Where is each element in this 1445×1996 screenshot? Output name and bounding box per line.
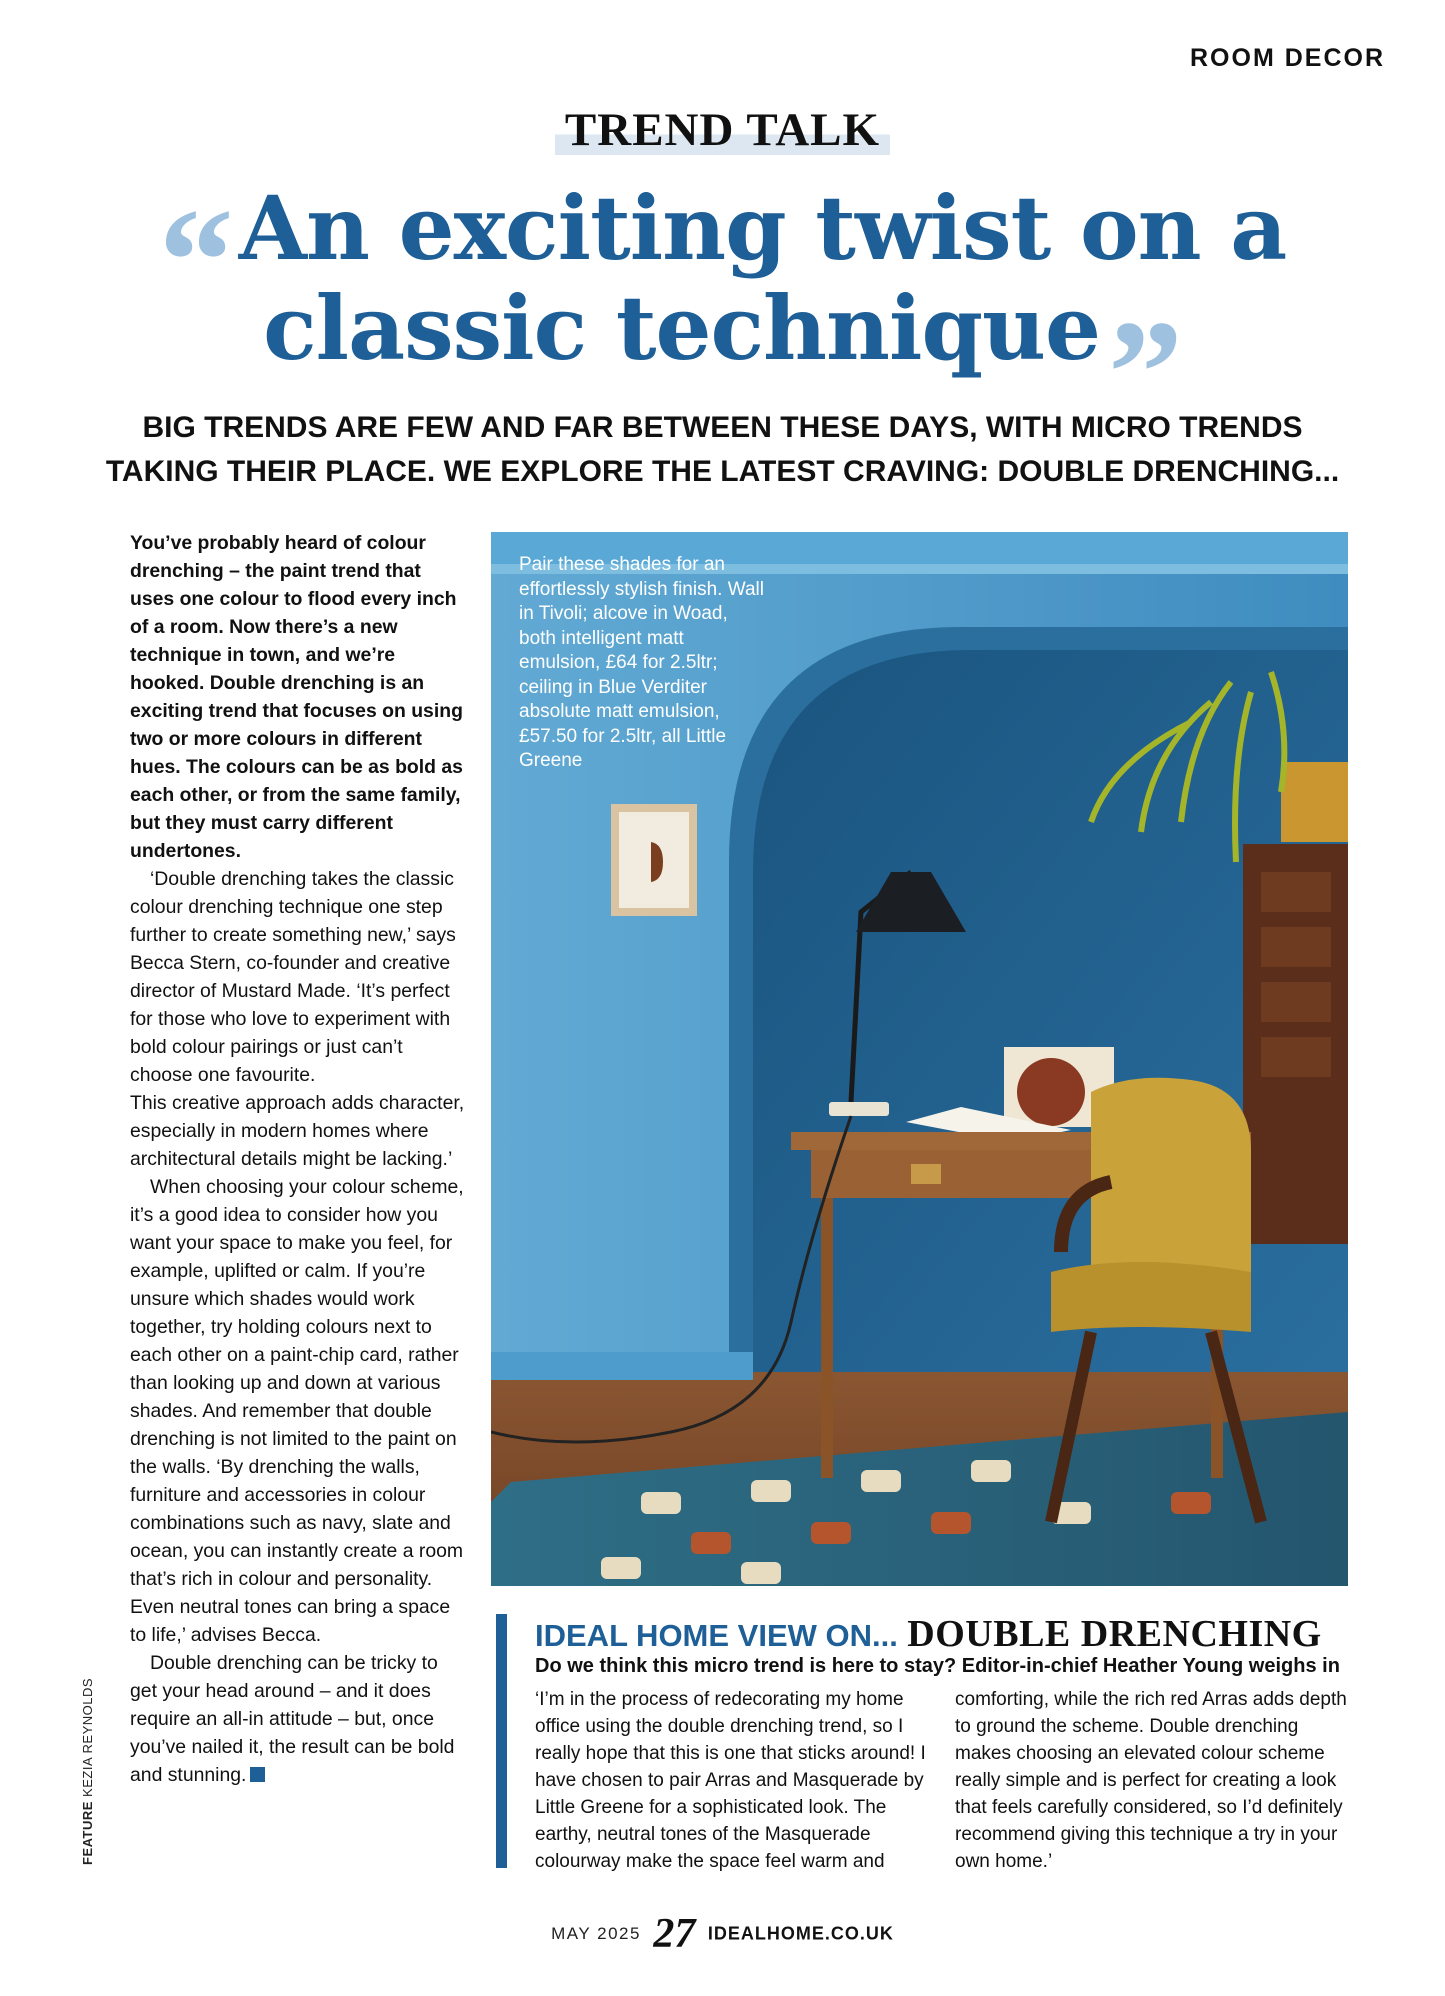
body-paragraph: This creative approach adds character, especially in modern homes where architectural details might be lacking.’: [130, 1092, 465, 1170]
section-label: ROOM DECOR: [1190, 44, 1385, 72]
view-box-accent-bar: [496, 1614, 507, 1868]
standfirst-line-1: BIG TRENDS ARE FEW AND FAR BETWEEN THESE DAYS, WITH MICRO TRENDS: [142, 411, 1303, 444]
credit-label: FEATURE: [80, 1801, 95, 1865]
view-box-heading-topic: DOUBLE DRENCHING: [907, 1613, 1322, 1655]
skirting: [491, 1352, 753, 1380]
photo-caption: Pair these shades for an effortlessly stylish finish. Wall in Tivoli; alcove in Woad, both intelligent matt emulsion, £64 for 2.5ltr; ceiling in Blue Verditer absolute matt emulsion, £57.50 for 2.5ltr, all Little Greene: [519, 554, 764, 771]
page-footer: [0, 1910, 1445, 1958]
standfirst-line-2: TAKING THEIR PLACE. WE EXPLORE THE LATEST CRAVING: DOUBLE DRENCHING...: [105, 455, 1340, 488]
website-link[interactable]: IDEALHOME.CO.UK: [707, 1923, 894, 1944]
standfirst: [80, 406, 1365, 494]
end-mark-icon: [250, 1767, 265, 1782]
desk-plate: [1017, 1058, 1085, 1126]
credit-name: KEZIA REYNOLDS: [80, 1677, 95, 1797]
headline-line-1-text: An exciting twist on a: [238, 176, 1287, 280]
body-lead-paragraph: You’ve probably heard of colour drenching – the paint trend that uses one colour to flood every inch of a room. Now there’s a new technique in town, and we’re hooked. Double drenching is an exciting trend that focuses on using two or more colours in different hues. The colours can be as bold as each other, or from the same family, but they must carry different undertones.: [130, 532, 463, 862]
issue-date: MAY 2025: [551, 1924, 641, 1943]
view-box-heading-brand: IDEAL HOME VIEW ON...: [535, 1618, 898, 1653]
close-quote-mark: ”: [1107, 290, 1182, 456]
view-box-column-1: ‘I’m in the process of redecorating my home office using the double drenching trend, so I really hope that this is one that sticks around! I have chosen to pair Arras and Masquerade by Little Greene for a sophisticated look. The earthy, neutral tones of the Masquerade colourway make the space feel warm and: [535, 1689, 926, 1872]
view-box-column-2: comforting, while the rich red Arras adds depth to ground the scheme. Double drenching makes choosing an elevated colour scheme really simple and is perfect for creating a look that feels carefully considered, so I’d definitely recommend giving this technique a try in your own home.’: [955, 1689, 1347, 1872]
kicker-title: TREND TALK: [555, 106, 890, 155]
body-paragraph: ‘Double drenching takes the classic colour drenching technique one step further to create something new,’ says Becca Stern, co-founder and creative director of Mustard Made. ‘It’s perfect for those who love to experiment with bold colour pairings or just can’t choose one favourite.: [130, 868, 456, 1086]
page-number: 27: [653, 1911, 696, 1957]
books: [1281, 762, 1348, 842]
article-body: [130, 529, 468, 1789]
body-final-text: Double drenching can be tricky to get your head around – and it does require an all-in attitude – but, once you’ve nailed it, the result can be bold and stunning.: [130, 1652, 455, 1786]
body-paragraph: When choosing your colour scheme, it’s a good idea to consider how you want your space to make you feel, for example, uplifted or calm. If you’re unsure which shades would work together, try holding colours next to each other on a paint-chip card, rather than looking up and down at various shades. And remember that double drenching is not limited to the paint on the walls. ‘By drenching the walls, furniture and accessories in colour combinations such as navy, slate and ocean, you can instantly create a room that’s rich in colour and personality. Even neutral tones can bring a space to life,’ advises Becca.: [130, 1176, 464, 1646]
body-final-paragraph: [130, 1649, 468, 1789]
view-box-subheading: Do we think this micro trend is here to stay? Editor-in-chief Heather Young weighs in: [535, 1655, 1340, 1677]
open-quote-mark: “: [158, 178, 233, 344]
feature-credit: [80, 1678, 95, 1865]
kicker-wrap: [0, 106, 1445, 155]
headline-line-2-text: classic technique: [263, 276, 1100, 380]
